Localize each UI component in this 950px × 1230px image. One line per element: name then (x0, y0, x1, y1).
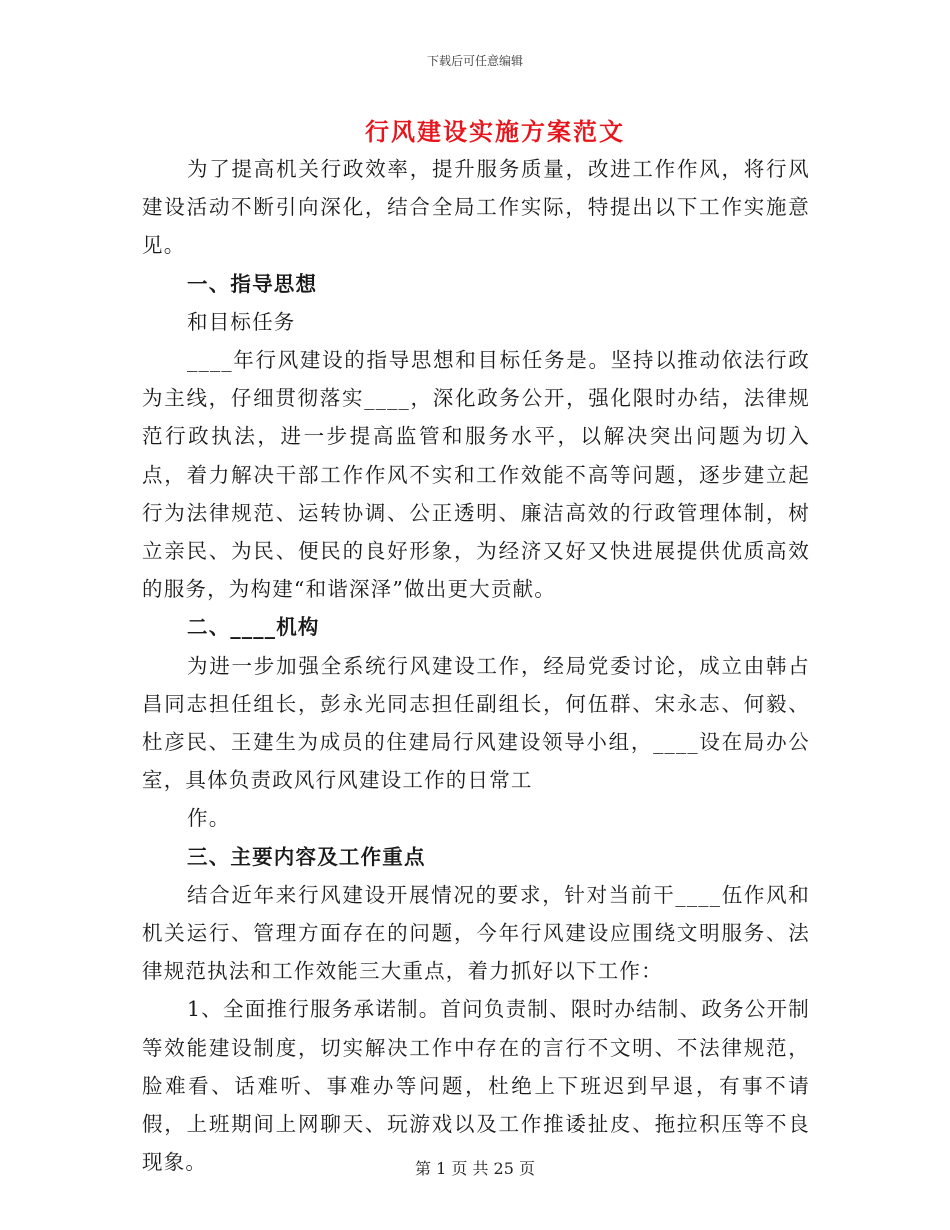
section-heading-2: 二、____机构 (187, 615, 320, 640)
guiding-ideology-paragraph: ____年行风建设的指导思想和目标任务是。坚持以推动依法行政为主线，仔细贯彻落实____，深化政务公开，强化限时办结，法律规范行政执法，进一步提高监管和服务水平，以解决突出问题为切入点，着力解决干部工作作风不实和工作效能不高等问题，逐步建立起行为法律规范、运转协调、公正透明、廉洁高效的行政管理体制，树立亲民、为民、便民的良好形象，为经济又好又快进展提供优质高效的服务，为构建“和谐深泽”做出更大贡献。 (142, 348, 810, 602)
section-heading-3: 三、主要内容及工作重点 (187, 844, 426, 869)
section-heading-1: 一、指导思想 (187, 271, 318, 296)
item-1-paragraph: 1、全面推行服务承诺制。首问负责制、限时办结制、政务公开制等效能建设制度，切实解决工作中存在的言行不文明、不法律规范，脸难看、话难听、事难办等问题，杜绝上下班迟到早退，有事不请假，上班期间上网聊天、玩游戏以及工作推诿扯皮、拖拉积压等不良现象。 (142, 997, 810, 1175)
organization-paragraph-continuation: 作。 (187, 806, 231, 831)
document-title: 行风建设实施方案范文 (365, 117, 625, 146)
page-footer: 第 1 页 共 25 页 (415, 1159, 535, 1178)
header-note: 下载后可任意编辑 (426, 54, 523, 68)
document-body (142, 150, 810, 1181)
main-content-paragraph: 结合近年来行风建设开展情况的要求，针对当前干____伍作风和机关运行、管理方面存在的问题，今年行风建设应围绕文明服务、法律规范执法和工作效能三大重点，着力抓好以下工作： (142, 882, 810, 984)
section-heading-1-continuation: 和目标任务 (187, 309, 296, 334)
intro-paragraph: 为了提高机关行政效率，提升服务质量，改进工作作风，将行风建设活动不断引向深化，结合全局工作实际，特提出以下工作实施意见。 (142, 157, 810, 258)
organization-paragraph: 为进一步加强全系统行风建设工作，经局党委讨论，成立由韩占昌同志担任组长，彭永光同志担任副组长，何伍群、宋永志、何毅、杜彦民、王建生为成员的住建局行风建设领导小组，____设在局办公室，具体负责政风行风建设工作的日常工 (142, 653, 810, 793)
